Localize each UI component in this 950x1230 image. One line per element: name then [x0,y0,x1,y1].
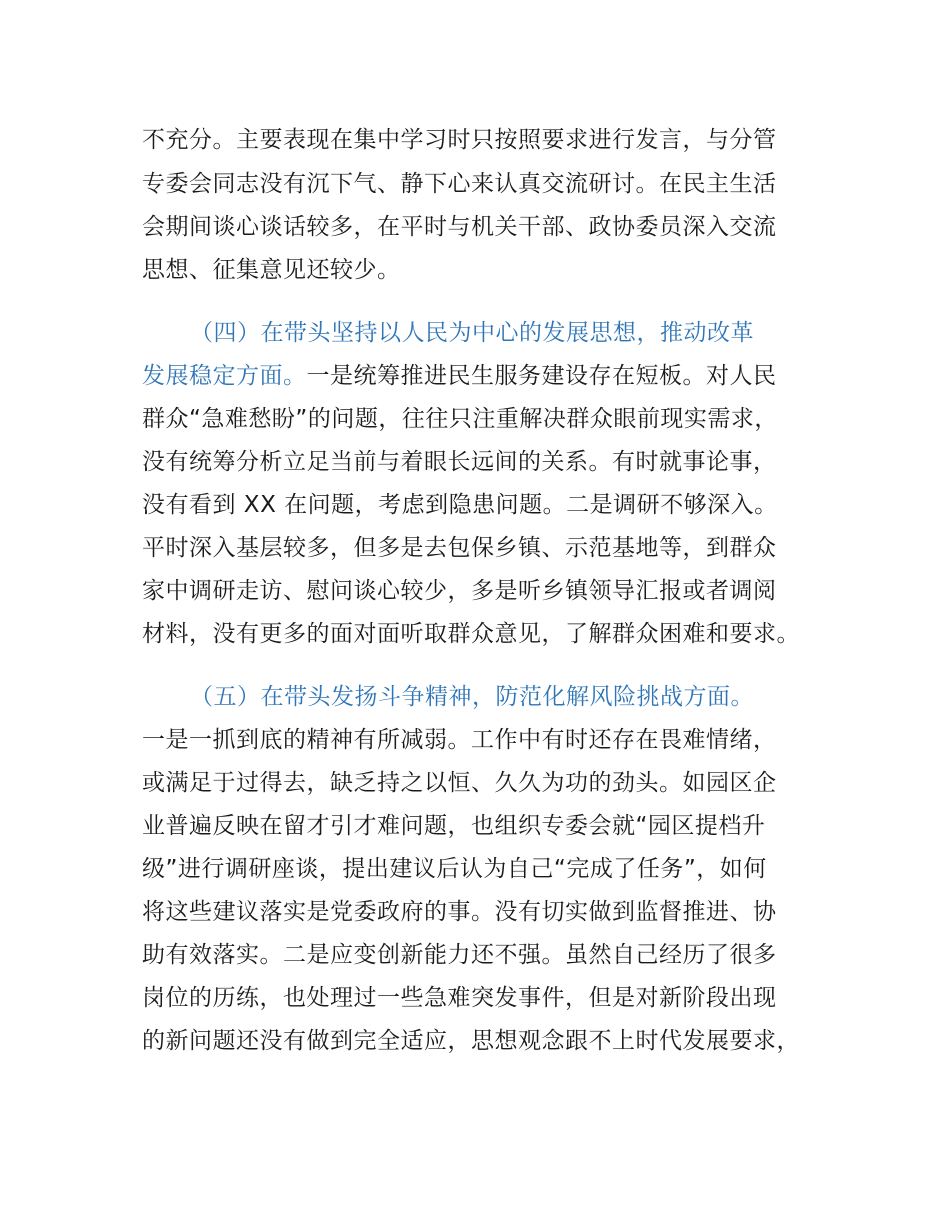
paragraph-3-line-8: 的新问题还没有做到完全适应，思想观念跟不上时代发展要求， [142,1028,800,1054]
paragraph-2-line-3: 群众“急难愁盼”的问题，往往只注重解决群众眼前现实需求， [142,406,778,432]
paragraph-3-line-5: 将这些建议落实是党委政府的事。没有切实做到监督推进、协 [142,899,777,925]
paragraph-1-line-1: 不充分。主要表现在集中学习时只按照要求进行发言，与分管 [142,127,777,153]
paragraph-2-line-5: 没有看到 XX 在问题，考虑到隐患问题。二是调研不够深入。 [142,492,778,518]
paragraph-3-line-6: 助有效落实。二是应变创新能力还不强。虽然自己经历了很多 [142,942,777,968]
paragraph-3-line-4: 级”进行调研座谈，提出建议后认为自己“完成了任务”，如何 [142,856,767,882]
section-four-heading-line-1: （四）在带头坚持以人民为中心的发展思想，推动改革 [190,320,754,346]
paragraph-2-line-6: 平时深入基层较多，但多是去包保乡镇、示范基地等，到群众 [142,535,777,561]
paragraph-3-line-1: 一是一抓到底的精神有所减弱。工作中有时还存在畏难情绪， [142,727,777,753]
paragraph-3-line-7: 岗位的历练，也处理过一些急难突发事件，但是对新阶段出现 [142,985,777,1011]
paragraph-1-line-4: 思想、征集意见还较少。 [142,257,401,283]
paragraph-2-line-2 [142,360,777,392]
paragraph-3-line-2: 或满足于过得去，缺乏持之以恒、久久为功的劲头。如园区企 [142,770,777,796]
paragraph-2-line-2-text: 一是统筹推进民生服务建设存在短板。对人民 [306,363,777,389]
paragraph-1-line-2: 专委会同志没有沉下气、静下心来认真交流研讨。在民主生活 [142,171,777,197]
paragraph-2-line-7: 家中调研走访、慰问谈心较少，多是听乡镇领导汇报或者调阅 [142,578,777,604]
paragraph-2-line-4: 没有统筹分析立足当前与着眼长远间的关系。有时就事论事， [142,449,777,475]
paragraph-1-line-3: 会期间谈心谈话较多，在平时与机关干部、政协委员深入交流 [142,214,777,240]
section-four-heading-line-2: 发展稳定方面。 [142,363,307,389]
paragraph-2-line-8: 材料，没有更多的面对面听取群众意见，了解群众困难和要求。 [142,621,800,647]
paragraph-3-line-3: 业普遍反映在留才引才难问题，也组织专委会就“园区提档升 [142,813,766,839]
section-five-heading: （五）在带头发扬斗争精神，防范化解风险挑战方面。 [190,684,754,710]
